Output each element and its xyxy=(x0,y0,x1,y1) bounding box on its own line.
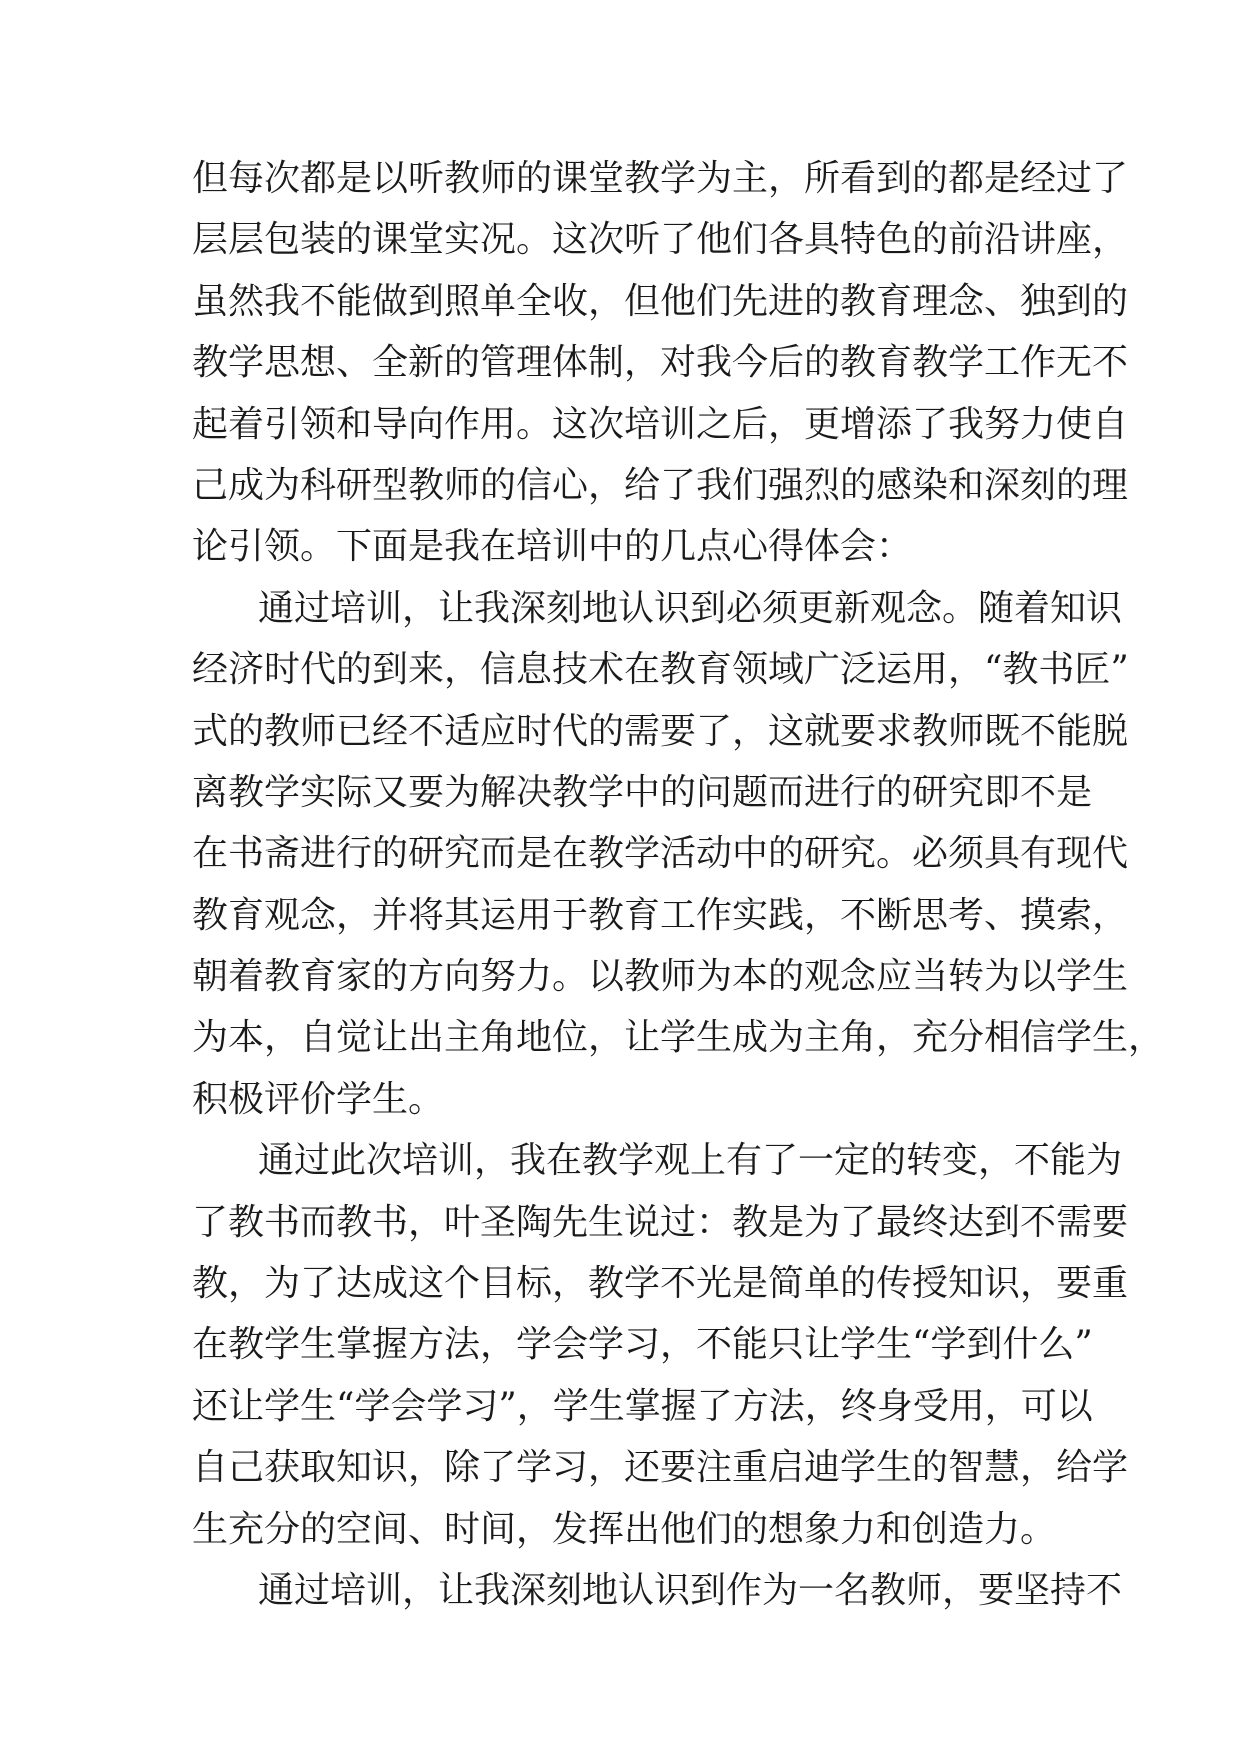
text-line: 生充分的空间、时间，发挥出他们的想象力和创造力。 xyxy=(192,1508,1057,1550)
text-line: 论引领。下面是我在培训中的几点心得体会： xyxy=(192,526,913,568)
text-line: 层层包装的课堂实况。这次听了他们各具特色的前沿讲座， xyxy=(192,219,1129,261)
text-line: 经济时代的到来，信息技术在教育领域广泛运用，“教书匠” xyxy=(192,649,1129,691)
text-line: 离教学实际又要为解决教学中的问题而进行的研究即不是 xyxy=(192,771,1093,813)
text-line: 式的教师已经不适应时代的需要了，这就要求教师既不能脱 xyxy=(192,710,1129,752)
text-line: 虽然我不能做到照单全收，但他们先进的教育理念、独到的 xyxy=(192,280,1129,322)
text-line: 己成为科研型教师的信心，给了我们强烈的感染和深刻的理 xyxy=(192,464,1129,506)
text-line: 在教学生掌握方法，学会学习，不能只让学生“学到什么” xyxy=(192,1324,1093,1366)
text-line: 在书斋进行的研究而是在教学活动中的研究。必须具有现代 xyxy=(192,833,1129,875)
text-line: 教育观念，并将其运用于教育工作实践，不断思考、摸索， xyxy=(192,894,1129,936)
document-body xyxy=(192,148,1165,1621)
text-line: 朝着教育家的方向努力。以教师为本的观念应当转为以学生 xyxy=(192,956,1129,998)
text-line: 教学思想、全新的管理体制，对我今后的教育教学工作无不 xyxy=(192,342,1129,384)
text-line: 了教书而教书，叶圣陶先生说过：教是为了最终达到不需要 xyxy=(192,1201,1129,1243)
text-line: 通过培训，让我深刻地认识到作为一名教师，要坚持不 xyxy=(258,1569,1123,1611)
text-line: 自己获取知识，除了学习，还要注重启迪学生的智慧，给学 xyxy=(192,1447,1129,1489)
text-line: 还让学生“学会学习”，学生掌握了方法，终身受用，可以 xyxy=(192,1385,1093,1427)
text-line: 起着引领和导向作用。这次培训之后，更增添了我努力使自 xyxy=(192,403,1129,445)
text-line: 为本，自觉让出主角地位，让学生成为主角，充分相信学生， xyxy=(192,1017,1165,1059)
text-line: 积极评价学生。 xyxy=(192,1078,445,1120)
text-line: 通过培训，让我深刻地认识到必须更新观念。随着知识 xyxy=(258,587,1123,629)
text-line: 教，为了达成这个目标，教学不光是简单的传授知识，要重 xyxy=(192,1263,1129,1305)
text-line: 通过此次培训，我在教学观上有了一定的转变，不能为 xyxy=(258,1140,1123,1182)
text-line: 但每次都是以听教师的课堂教学为主，所看到的都是经过了 xyxy=(192,158,1129,199)
